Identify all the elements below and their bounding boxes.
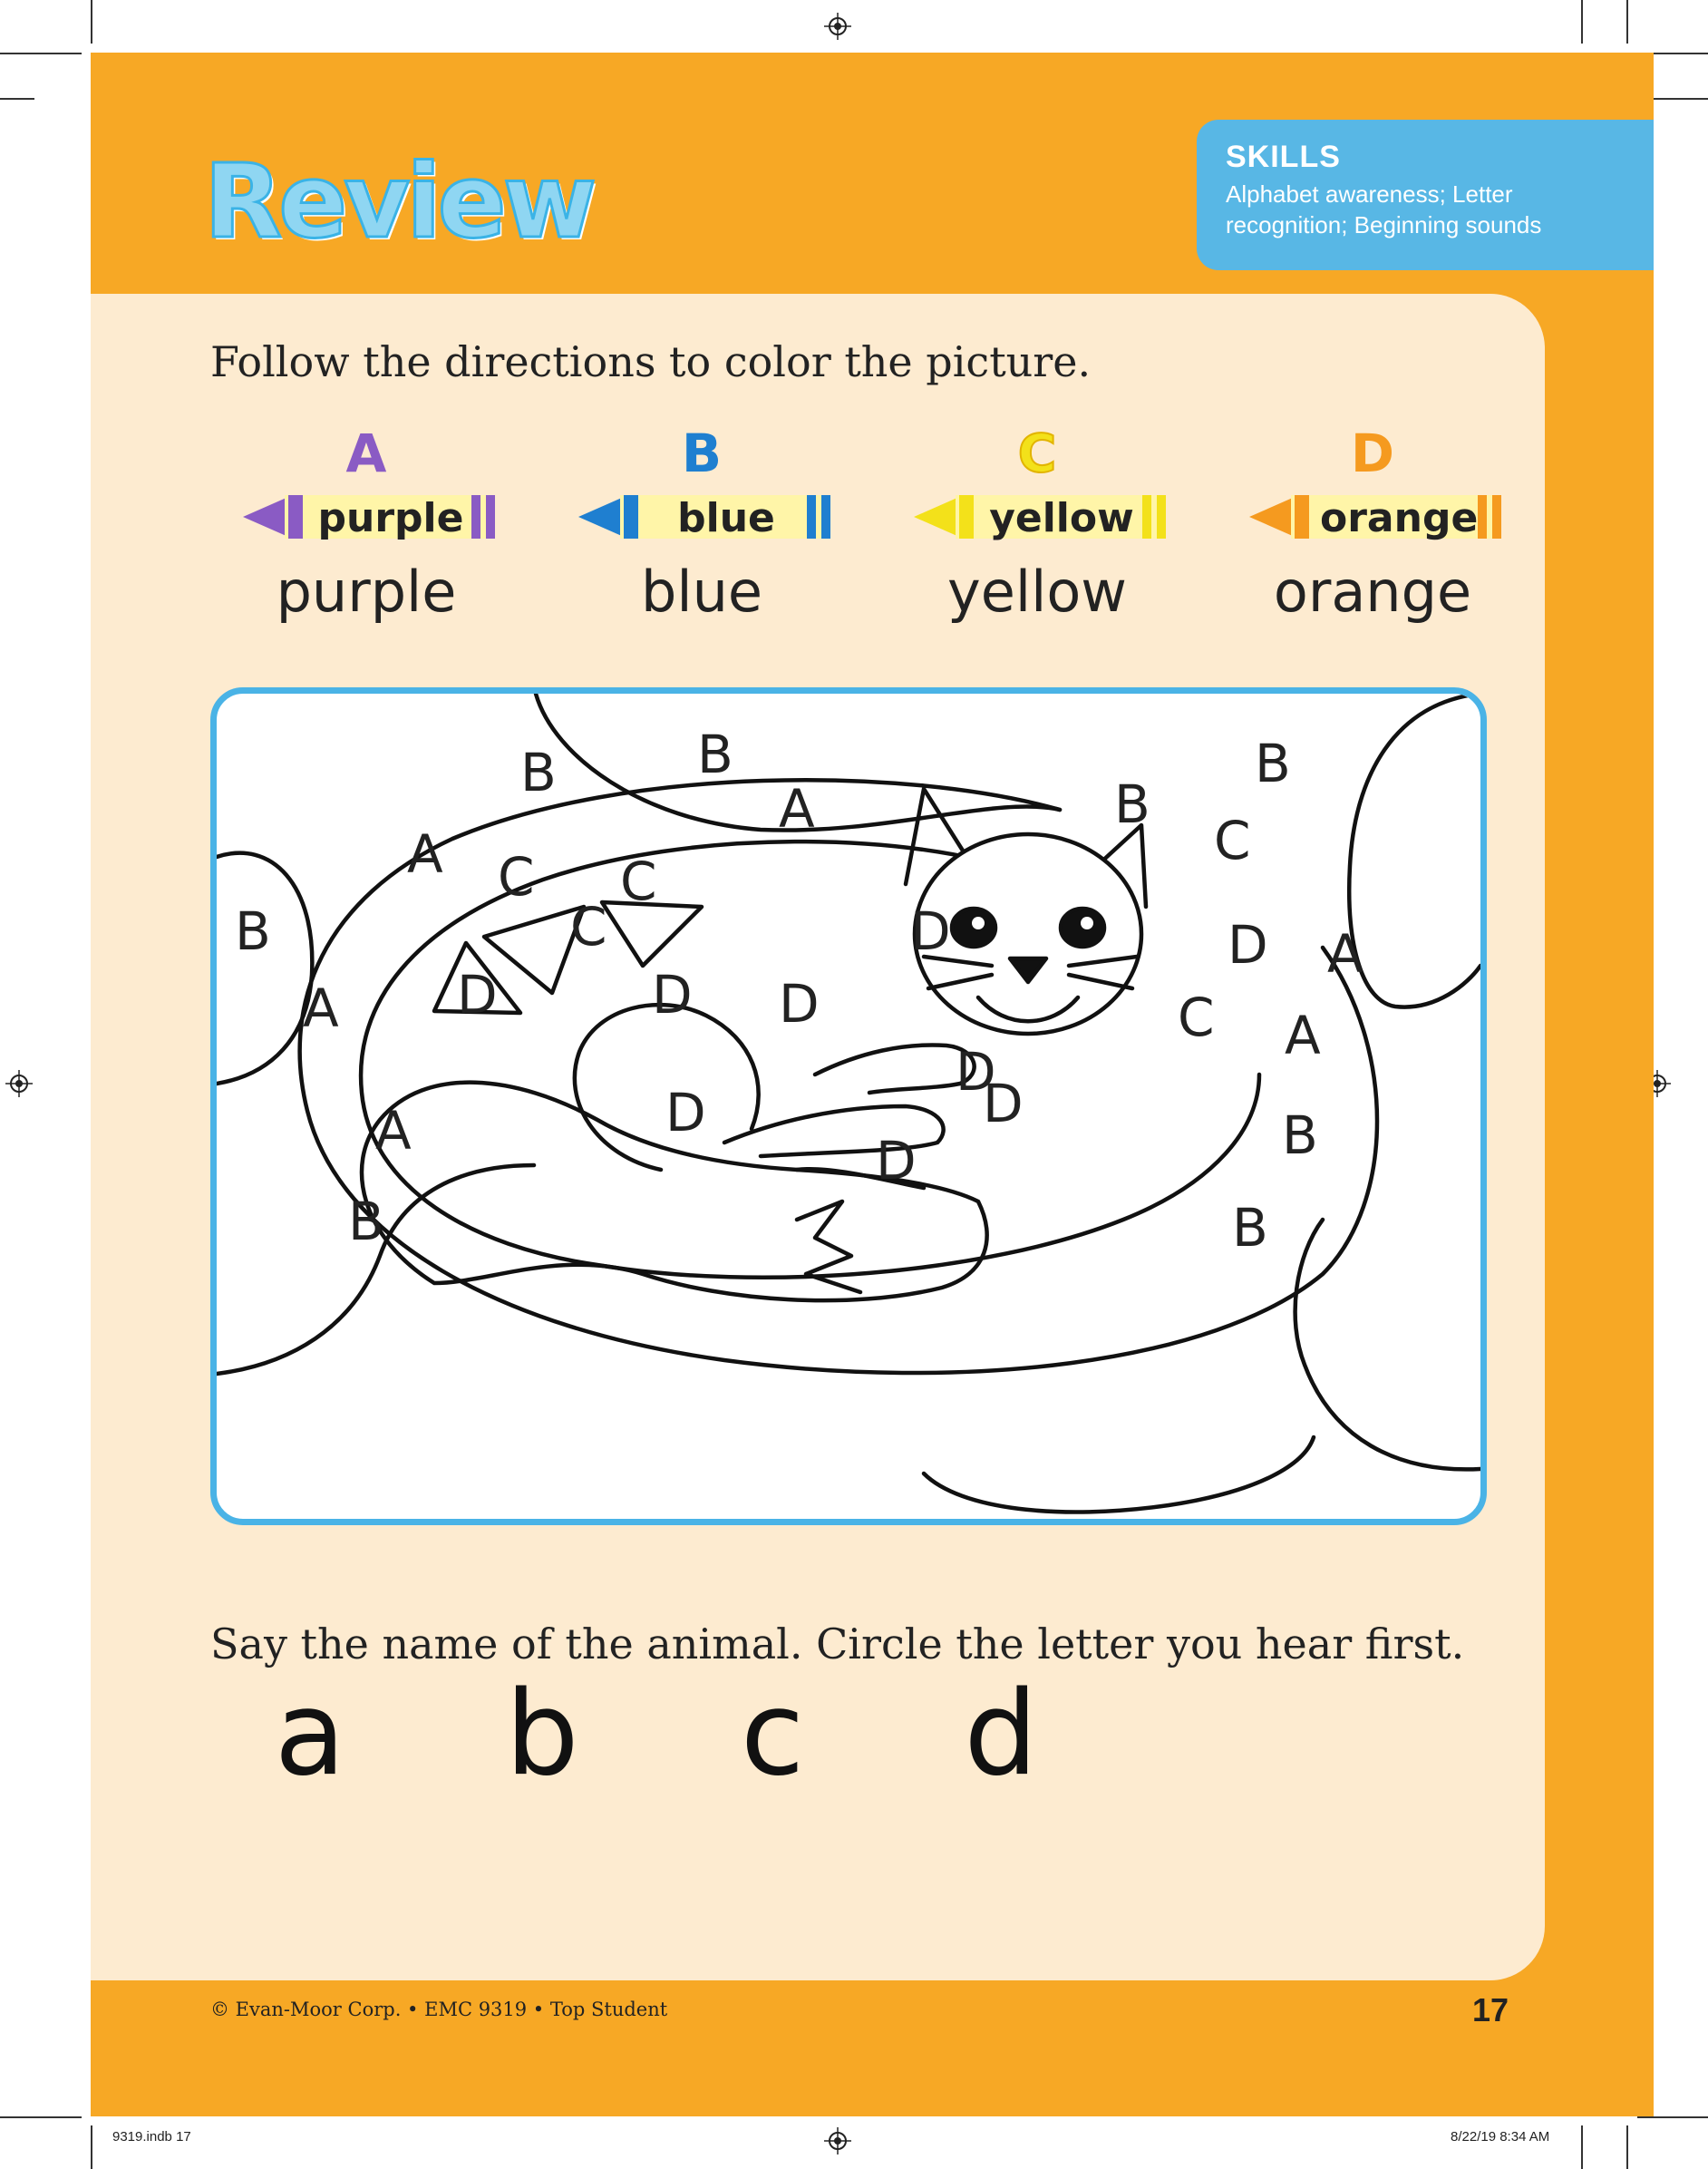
key-letter: D — [1350, 423, 1395, 484]
circle-directions: Say the name of the animal. Circle the letter you hear first. — [210, 1619, 1465, 1668]
registration-mark-icon — [824, 2127, 851, 2154]
footer-copyright: © Evan-Moor Corp. • EMC 9319 • Top Student — [210, 1999, 668, 2020]
skills-text: Alphabet awareness; Letter recognition; Beginning sounds — [1226, 180, 1542, 238]
choice-letter-b[interactable]: b — [505, 1667, 579, 1802]
coloring-picture — [210, 687, 1487, 1525]
crop-mark — [1581, 0, 1583, 44]
picture-letter: D — [876, 1130, 917, 1191]
cat-picture — [217, 694, 1480, 1519]
picture-letter: A — [779, 778, 815, 840]
crop-mark — [1637, 2116, 1708, 2118]
picture-letter: B — [348, 1191, 384, 1252]
color-key-item — [230, 423, 502, 640]
key-word: orange — [1273, 559, 1472, 625]
key-letter: C — [1017, 423, 1057, 484]
picture-letter: A — [1285, 1005, 1321, 1066]
crayon-label: yellow — [989, 495, 1134, 541]
skills-title: SKILLS — [1226, 140, 1341, 174]
crayon-label: blue — [677, 495, 775, 541]
choice-letter-a[interactable]: a — [274, 1667, 346, 1802]
choice-letter-d[interactable]: d — [964, 1667, 1038, 1802]
crop-mark — [91, 0, 92, 44]
picture-letter: C — [570, 896, 607, 958]
picture-letter: B — [235, 900, 271, 962]
registration-mark-icon — [824, 13, 851, 40]
picture-letter: C — [620, 851, 657, 912]
key-word: yellow — [947, 559, 1127, 625]
picture-letter: B — [1282, 1104, 1318, 1166]
picture-letter: B — [697, 724, 733, 785]
picture-letter: C — [1178, 987, 1215, 1048]
choice-letter-c[interactable]: c — [740, 1667, 805, 1802]
page-number: 17 — [1472, 1991, 1509, 2028]
picture-letter: A — [375, 1100, 412, 1162]
color-key-item — [901, 423, 1173, 640]
picture-letter: B — [1255, 733, 1291, 794]
picture-letter: A — [303, 978, 339, 1039]
picture-letter: D — [652, 964, 693, 1026]
page-title: Review — [204, 143, 594, 261]
picture-letter: D — [910, 900, 951, 962]
picture-letter: D — [457, 964, 498, 1026]
key-letter: A — [345, 423, 387, 484]
crayon-label: orange — [1320, 495, 1479, 541]
crop-mark — [0, 53, 82, 54]
crop-mark — [1626, 0, 1628, 44]
picture-letter: D — [665, 1082, 706, 1143]
key-word: blue — [640, 559, 763, 625]
crop-mark — [0, 2116, 82, 2118]
crop-mark — [91, 2125, 92, 2169]
crayon-label: purple — [317, 495, 464, 541]
picture-letter: A — [407, 823, 443, 885]
picture-letter: D — [983, 1073, 1024, 1134]
key-letter: B — [681, 423, 723, 484]
color-directions: Follow the directions to color the picture. — [210, 337, 1092, 386]
key-word: purple — [276, 559, 457, 625]
picture-letter: C — [498, 846, 535, 908]
picture-letter: B — [1114, 773, 1150, 835]
slug-file: 9319.indb 17 — [112, 2129, 191, 2145]
color-key-item — [566, 423, 838, 640]
picture-letter: D — [1228, 914, 1268, 976]
picture-letter: A — [1327, 923, 1363, 985]
picture-letter: B — [520, 742, 557, 803]
skills-box — [1197, 120, 1654, 270]
picture-letter: D — [779, 973, 820, 1035]
color-key-item — [1237, 423, 1509, 640]
crop-mark — [1581, 2125, 1583, 2169]
picture-letter: B — [1232, 1197, 1268, 1259]
registration-mark-icon — [5, 1070, 33, 1097]
picture-letter: C — [1214, 810, 1251, 871]
crop-mark — [0, 98, 34, 100]
picture-letter: D — [956, 1041, 996, 1103]
crop-mark — [1626, 2125, 1628, 2169]
slug-timestamp: 8/22/19 8:34 AM — [1451, 2129, 1550, 2145]
